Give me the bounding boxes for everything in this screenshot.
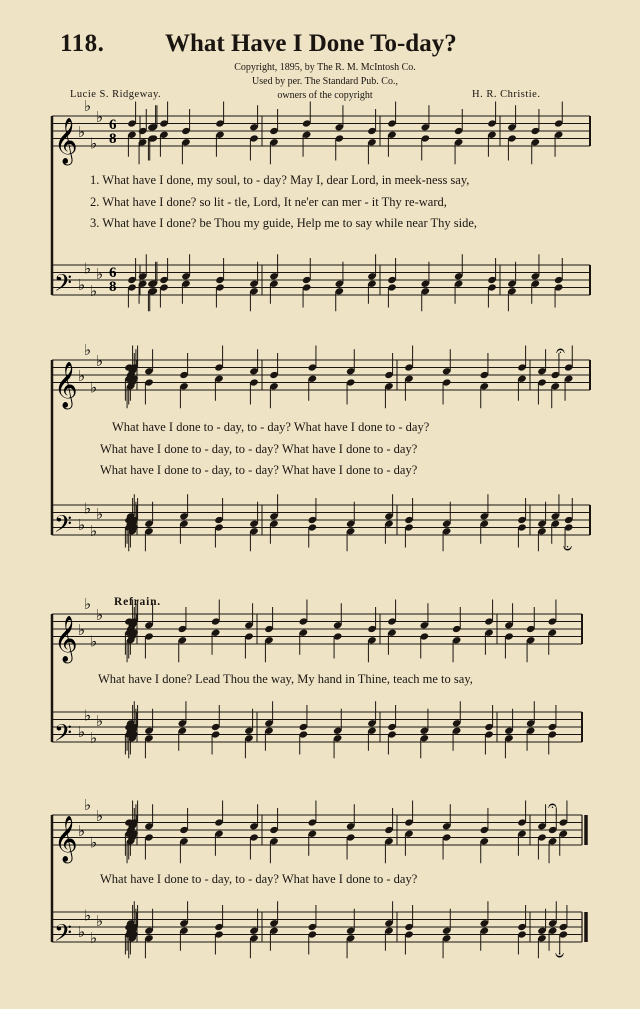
flat-icon: ♭ — [90, 930, 98, 947]
lyric-verse-2-line-2: What have I done to - day, to - day? What have I done to - day? — [100, 442, 418, 456]
flat-icon: ♭ — [78, 125, 86, 141]
key-signature-layer — [78, 99, 103, 947]
copyright-line-1: Copyright, 1895, by The R. M. McIntosh Co. — [234, 62, 416, 73]
treble-clef-icon: 𝄞 — [54, 616, 78, 661]
time-signature-numerator: 6 — [109, 117, 117, 133]
flat-icon: ♭ — [90, 136, 98, 153]
flat-icon: ♭ — [96, 354, 104, 370]
flat-icon: ♭ — [84, 596, 92, 613]
flat-icon: ♭ — [84, 708, 92, 725]
flat-icon: ♭ — [96, 110, 104, 126]
hymn-title: What Have I Done To-day? — [165, 30, 457, 57]
treble-clef-icon: 𝄞 — [54, 362, 78, 407]
flat-icon: ♭ — [78, 518, 86, 535]
treble-clef-icon: 𝄞 — [54, 816, 78, 861]
lyric-verse-1-line-2: What have I done to - day, to - day? What have I done to - day? — [112, 420, 430, 434]
flat-icon: ♭ — [96, 267, 104, 284]
bass-clef-icon: 𝄢 — [54, 512, 73, 543]
flat-icon: ♭ — [78, 369, 86, 385]
flat-icon: ♭ — [84, 261, 92, 278]
flat-icon: ♭ — [78, 824, 86, 840]
lyric-verse-3-line-1: 3. What have I done? be Thou my guide, Help me to say while near Thy side, — [90, 216, 478, 230]
flat-icon: ♭ — [78, 725, 86, 742]
lyric-refrain-line-2: What have I done to - day, to - day? What have I done to - day? — [100, 872, 418, 886]
lyric-verse-1-line-1: 1. What have I done, my soul, to - day? May I, dear Lord, in meek-ness say, — [90, 173, 470, 187]
composer-credit: H. R. Christie. — [472, 89, 541, 100]
flat-icon: ♭ — [84, 501, 92, 518]
fermata-layer — [548, 343, 572, 963]
flat-icon: ♭ — [96, 809, 104, 825]
time-signature-denominator: 8 — [109, 131, 117, 147]
flat-icon: ♭ — [84, 908, 92, 925]
flat-icon: ♭ — [84, 797, 92, 814]
flat-icon: ♭ — [90, 835, 98, 852]
time-signature-numerator: 6 — [109, 265, 117, 281]
flat-icon: ♭ — [84, 342, 92, 359]
flat-icon: ♭ — [78, 925, 86, 942]
flat-icon: ♭ — [78, 623, 86, 639]
flat-icon: ♭ — [96, 507, 104, 524]
flat-icon: ♭ — [90, 730, 98, 747]
fermata-icon: 𝄐 — [563, 539, 572, 556]
flat-icon: ♭ — [96, 914, 104, 931]
lyric-verse-3-line-2: What have I done to - day, to - day? What have I done to - day? — [100, 463, 418, 477]
hymn-number: 118. — [60, 30, 105, 57]
lyric-verse-2-line-1: 2. What have I done? so lit - tle, Lord, It ne'er can mer - it Thy re-ward, — [90, 195, 447, 209]
flat-icon: ♭ — [90, 283, 98, 300]
fermata-icon: 𝄐 — [548, 798, 557, 815]
copyright-line-3: owners of the copyright — [277, 90, 373, 101]
flat-icon: ♭ — [90, 634, 98, 651]
bass-clef-icon: 𝄢 — [54, 721, 73, 752]
refrain-label: Refrain. — [114, 596, 161, 608]
copyright-line-2: Used by per. The Standard Pub. Co., — [252, 76, 398, 87]
flat-icon: ♭ — [84, 98, 92, 115]
time-signature-denominator: 8 — [109, 279, 117, 295]
flat-icon: ♭ — [90, 523, 98, 540]
flat-icon: ♭ — [96, 608, 104, 624]
flat-icon: ♭ — [96, 714, 104, 731]
flat-icon: ♭ — [90, 380, 98, 397]
lyricist-credit: Lucie S. Ridgeway. — [70, 89, 162, 100]
treble-clef-icon: 𝄞 — [54, 118, 78, 163]
lyric-refrain-line-1: What have I done? Lead Thou the way, My hand in Thine, teach me to say, — [98, 672, 473, 686]
fermata-icon: 𝄐 — [556, 343, 565, 360]
bass-clef-icon: 𝄢 — [54, 271, 73, 302]
flat-icon: ♭ — [78, 278, 86, 295]
bass-clef-icon: 𝄢 — [54, 921, 73, 952]
fermata-icon: 𝄐 — [555, 946, 564, 963]
